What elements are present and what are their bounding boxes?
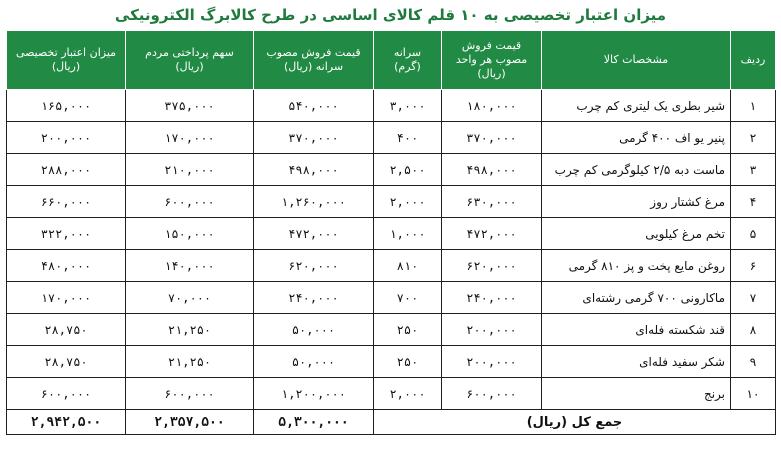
total-row — [7, 410, 776, 435]
cell-description: ماست دبه ۲/۵ کیلوگرمی کم چرب — [542, 154, 731, 186]
cell-row-number: ۴ — [731, 186, 776, 218]
table-row — [7, 186, 776, 218]
cell-description: شکر سفید فله‌ای — [542, 346, 731, 378]
table-row — [7, 346, 776, 378]
total-allocated: ۲,۹۴۲,۵۰۰ — [7, 410, 126, 435]
allocation-table — [6, 30, 776, 435]
header-quota: سرانه (گرم) — [374, 31, 442, 90]
cell-quota: ۴۰۰ — [374, 122, 442, 154]
cell-allocated: ۱۶۵,۰۰۰ — [7, 90, 126, 122]
header-row-number: ردیف — [731, 31, 776, 90]
cell-unit-price: ۴۹۸,۰۰۰ — [442, 154, 542, 186]
cell-row-number: ۸ — [731, 314, 776, 346]
cell-people-share: ۳۷۵,۰۰۰ — [126, 90, 254, 122]
cell-unit-price: ۲۰۰,۰۰۰ — [442, 314, 542, 346]
cell-quota: ۳,۰۰۰ — [374, 90, 442, 122]
cell-row-number: ۲ — [731, 122, 776, 154]
cell-row-number: ۹ — [731, 346, 776, 378]
cell-description: ماکارونی ۷۰۰ گرمی رشته‌ای — [542, 282, 731, 314]
header-description: مشخصات کالا — [542, 31, 731, 90]
table-row — [7, 378, 776, 410]
cell-quota: ۲,۰۰۰ — [374, 186, 442, 218]
cell-unit-price: ۴۷۲,۰۰۰ — [442, 218, 542, 250]
cell-per-capita-price: ۵۰,۰۰۰ — [254, 346, 374, 378]
cell-quota: ۸۱۰ — [374, 250, 442, 282]
cell-unit-price: ۱۸۰,۰۰۰ — [442, 90, 542, 122]
cell-quota: ۲,۰۰۰ — [374, 378, 442, 410]
cell-people-share: ۷۰,۰۰۰ — [126, 282, 254, 314]
cell-description: قند شکسته فله‌ای — [542, 314, 731, 346]
cell-allocated: ۱۷۰,۰۰۰ — [7, 282, 126, 314]
cell-allocated: ۲۰۰,۰۰۰ — [7, 122, 126, 154]
table-row — [7, 282, 776, 314]
cell-unit-price: ۳۷۰,۰۰۰ — [442, 122, 542, 154]
cell-people-share: ۲۱,۲۵۰ — [126, 346, 254, 378]
cell-allocated: ۲۸,۷۵۰ — [7, 314, 126, 346]
cell-allocated: ۲۸۸,۰۰۰ — [7, 154, 126, 186]
cell-per-capita-price: ۲۴۰,۰۰۰ — [254, 282, 374, 314]
table-row — [7, 218, 776, 250]
page-title: میزان اعتبار تخصیصی به ۱۰ قلم کالای اساسی در طرح کالابرگ الکترونیکی — [114, 6, 667, 24]
cell-people-share: ۶۰۰,۰۰۰ — [126, 378, 254, 410]
cell-people-share: ۱۴۰,۰۰۰ — [126, 250, 254, 282]
cell-quota: ۷۰۰ — [374, 282, 442, 314]
cell-per-capita-price: ۳۷۰,۰۰۰ — [254, 122, 374, 154]
total-per-capita-price: ۵,۳۰۰,۰۰۰ — [254, 410, 374, 435]
cell-allocated: ۲۸,۷۵۰ — [7, 346, 126, 378]
cell-quota: ۲۵۰ — [374, 314, 442, 346]
header-per-capita-price: قیمت فروش مصوب سرانه (ریال) — [254, 31, 374, 90]
cell-description: تخم مرغ کیلویی — [542, 218, 731, 250]
cell-row-number: ۱۰ — [731, 378, 776, 410]
cell-per-capita-price: ۶۲۰,۰۰۰ — [254, 250, 374, 282]
cell-per-capita-price: ۱,۲۶۰,۰۰۰ — [254, 186, 374, 218]
cell-row-number: ۱ — [731, 90, 776, 122]
cell-unit-price: ۶۳۰,۰۰۰ — [442, 186, 542, 218]
cell-quota: ۲۵۰ — [374, 346, 442, 378]
cell-row-number: ۶ — [731, 250, 776, 282]
cell-allocated: ۴۸۰,۰۰۰ — [7, 250, 126, 282]
table-row — [7, 250, 776, 282]
table-row — [7, 314, 776, 346]
table-row — [7, 154, 776, 186]
cell-description: شیر بطری یک لیتری کم چرب — [542, 90, 731, 122]
cell-row-number: ۷ — [731, 282, 776, 314]
cell-description: مرغ کشتار روز — [542, 186, 731, 218]
cell-row-number: ۳ — [731, 154, 776, 186]
cell-per-capita-price: ۵۴۰,۰۰۰ — [254, 90, 374, 122]
total-label: جمع کل (ریال) — [374, 410, 776, 435]
cell-quota: ۲,۵۰۰ — [374, 154, 442, 186]
table-row — [7, 90, 776, 122]
cell-description: پنیر یو اف ۴۰۰ گرمی — [542, 122, 731, 154]
cell-unit-price: ۶۲۰,۰۰۰ — [442, 250, 542, 282]
cell-unit-price: ۲۰۰,۰۰۰ — [442, 346, 542, 378]
cell-per-capita-price: ۴۷۲,۰۰۰ — [254, 218, 374, 250]
cell-people-share: ۱۷۰,۰۰۰ — [126, 122, 254, 154]
header-unit-price: قیمت فروش مصوب هر واحد (ریال) — [442, 31, 542, 90]
header-allocated: میزان اعتبار تخصیصی (ریال) — [7, 31, 126, 90]
cell-people-share: ۶۰۰,۰۰۰ — [126, 186, 254, 218]
cell-per-capita-price: ۵۰,۰۰۰ — [254, 314, 374, 346]
cell-allocated: ۶۶۰,۰۰۰ — [7, 186, 126, 218]
cell-quota: ۱,۰۰۰ — [374, 218, 442, 250]
table-header-row — [7, 31, 776, 90]
table-row — [7, 122, 776, 154]
cell-unit-price: ۶۰۰,۰۰۰ — [442, 378, 542, 410]
cell-per-capita-price: ۴۹۸,۰۰۰ — [254, 154, 374, 186]
cell-people-share: ۱۵۰,۰۰۰ — [126, 218, 254, 250]
cell-description: روغن مایع پخت و پز ۸۱۰ گرمی — [542, 250, 731, 282]
cell-description: برنج — [542, 378, 731, 410]
cell-row-number: ۵ — [731, 218, 776, 250]
total-people-share: ۲,۳۵۷,۵۰۰ — [126, 410, 254, 435]
cell-unit-price: ۲۴۰,۰۰۰ — [442, 282, 542, 314]
cell-people-share: ۲۱,۲۵۰ — [126, 314, 254, 346]
cell-allocated: ۶۰۰,۰۰۰ — [7, 378, 126, 410]
cell-people-share: ۲۱۰,۰۰۰ — [126, 154, 254, 186]
header-people-share: سهم پرداختی مردم (ریال) — [126, 31, 254, 90]
cell-allocated: ۳۲۲,۰۰۰ — [7, 218, 126, 250]
cell-per-capita-price: ۱,۲۰۰,۰۰۰ — [254, 378, 374, 410]
